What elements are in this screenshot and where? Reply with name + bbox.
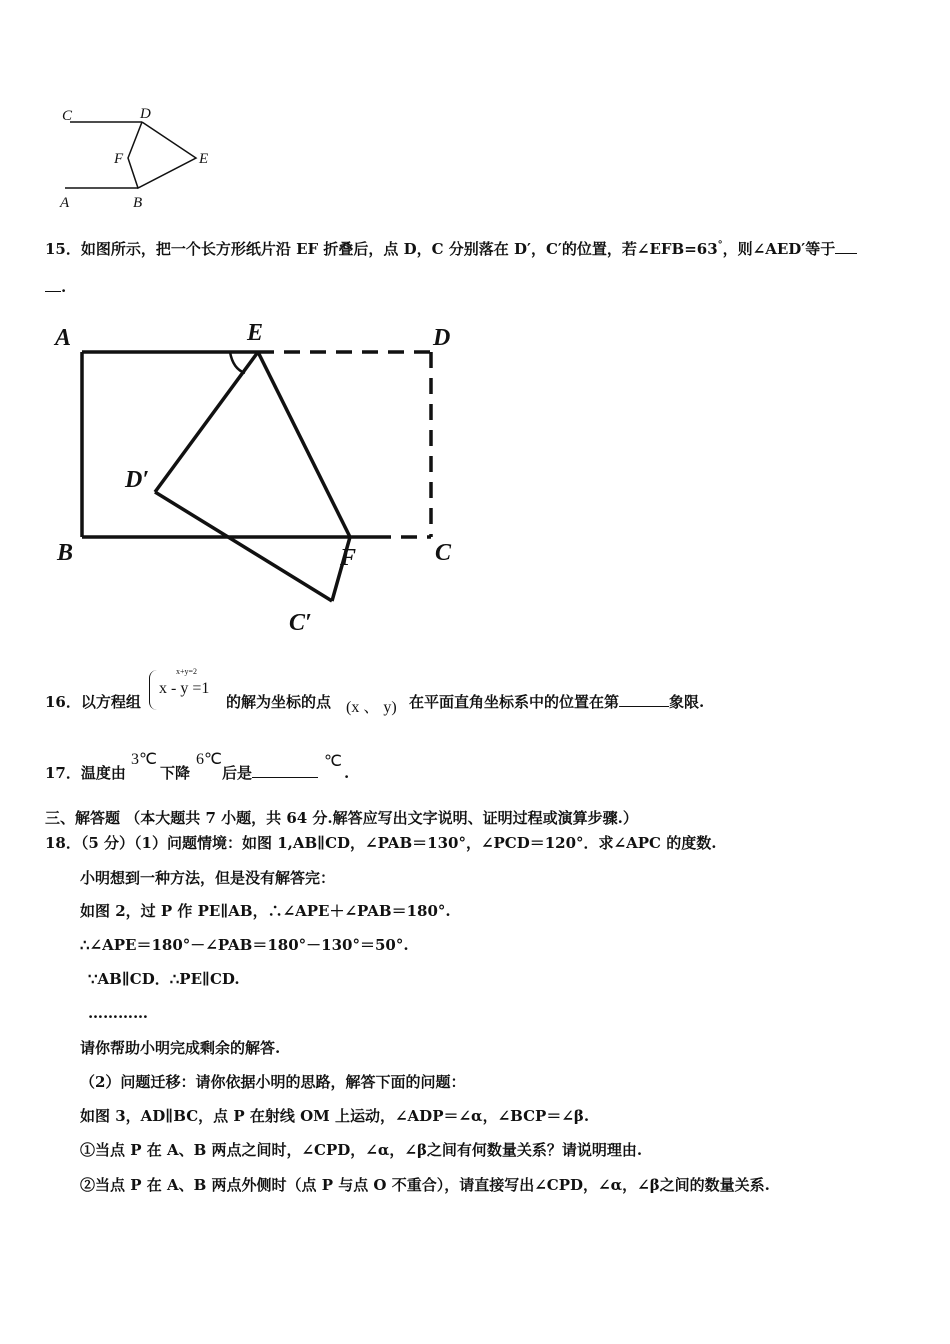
- label-d: D: [140, 106, 151, 122]
- path-dfe: [128, 122, 196, 188]
- q18-line-10: ①当点 P 在 A、B 两点之间时，∠CPD，∠α，∠β之间有何数量关系？请说明理由.: [80, 1141, 643, 1159]
- label-f: F: [114, 151, 124, 167]
- label-d-prime: D′: [125, 467, 150, 493]
- q17-mid: 下降: [160, 764, 191, 782]
- label-a: A: [55, 325, 72, 351]
- label-f: F: [340, 545, 357, 571]
- q16-tail-text: 在平面直角坐标系中的位置在第: [409, 693, 620, 711]
- figure-15: [45, 315, 475, 640]
- q15-answer-blank-cont[interactable]: [45, 277, 61, 292]
- q16-tail: [409, 692, 704, 712]
- label-c-prime: C′: [289, 610, 312, 636]
- label-a: A: [60, 195, 70, 211]
- q18-line-8: （2）问题迁移：请你依据小明的思路，解答下面的问题：: [80, 1073, 466, 1091]
- q18-line-11: ②当点 P 在 A、B 两点外侧时（点 P 与点 O 不重合），请直接写出∠CPD，∠α，∠β之间的数量关系.: [80, 1176, 770, 1194]
- q18-line-2: 小明想到一种方法，但是没有解答完：: [80, 869, 336, 887]
- q17-unit: ℃: [324, 753, 342, 770]
- q17-end: .: [344, 764, 350, 782]
- figure-14: [50, 100, 230, 215]
- q16-answer-blank[interactable]: [619, 692, 669, 707]
- fold-ef: [258, 352, 350, 537]
- q18-line-1: 18．（5 分）（1）问题情境：如图 1,AB∥CD，∠PAB＝130°，∠PCD＝120°．求∠APC 的度数.: [45, 834, 717, 852]
- q15-degree: °: [717, 240, 723, 251]
- q15-tail: ，则∠AED′等于: [722, 240, 836, 258]
- q18-line-6: …………: [88, 1004, 148, 1022]
- q17-answer-blank[interactable]: [252, 763, 318, 778]
- q18-line-4: ∴∠APE＝180°－∠PAB＝180°－130°＝50°.: [80, 936, 409, 954]
- q17-tail: [222, 763, 318, 783]
- q16-num: 16．以方程组: [45, 693, 141, 711]
- q17-temp-2: 6℃: [196, 751, 222, 768]
- label-c: C: [435, 540, 452, 566]
- q15-answer-blank[interactable]: [835, 239, 857, 254]
- q18-line-9: 如图 3，AD∥BC，点 P 在射线 OM 上运动，∠ADP＝∠α，∠BCP＝∠β.: [80, 1107, 590, 1125]
- q17-temp-1: 3℃: [131, 751, 157, 768]
- q16-point: (x 、 y): [346, 699, 397, 716]
- question-15-line1: [45, 236, 857, 259]
- q16-mid: 的解为坐标的点: [226, 693, 332, 711]
- q16-end: 象限.: [669, 693, 705, 711]
- label-c: C: [62, 108, 73, 124]
- label-b: B: [133, 195, 143, 211]
- section-3-heading: 三、解答题 （本大题共 7 小题，共 64 分.解答应写出文字说明、证明过程或演算步骤.）: [45, 809, 638, 827]
- q18-line-7: 请你帮助小明完成剩余的解答.: [80, 1039, 281, 1057]
- q17-num: 17．温度由: [45, 764, 126, 782]
- edge-dprime-cprime: [155, 492, 332, 601]
- question-15-line2: [45, 277, 66, 297]
- q16-equation-1: x+y=2: [176, 667, 198, 676]
- label-b: B: [57, 540, 74, 566]
- question-16-text: [45, 692, 141, 712]
- q16-system-brace: [149, 670, 158, 710]
- label-e: E: [247, 320, 264, 346]
- q15-text: 15．如图所示，把一个长方形纸片沿 EF 折叠后，点 D，C 分别落在 D′，C′的位置，若∠EFB=63: [45, 240, 718, 258]
- label-d: D: [433, 325, 451, 351]
- q18-line-5: ∵AB∥CD．∴PE∥CD.: [88, 970, 240, 988]
- label-e: E: [199, 151, 209, 167]
- q18-line-3: 如图 2，过 P 作 PE∥AB，∴∠APE＋∠PAB＝180°.: [80, 902, 451, 920]
- q16-equation-2: x - y =1: [159, 680, 210, 697]
- q15-end: .: [61, 278, 67, 296]
- q17-tail-text: 后是: [222, 764, 253, 782]
